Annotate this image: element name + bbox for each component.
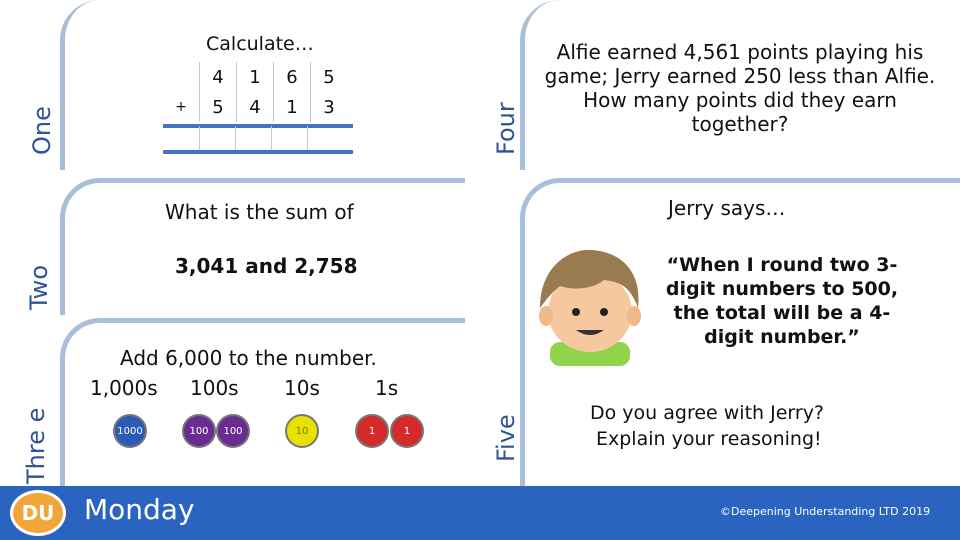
answer-line-bottom — [163, 150, 353, 154]
counter-1: 1 — [355, 414, 389, 448]
addition-grid — [163, 62, 347, 122]
header-ones: 1s — [375, 376, 399, 400]
counter-1: 1 — [390, 414, 424, 448]
counter-100: 100 — [216, 414, 250, 448]
day-label: Monday — [84, 493, 195, 526]
calculate-title: Calculate… — [206, 33, 314, 55]
digit-cell: 5 — [323, 66, 335, 88]
panel-three — [60, 318, 465, 493]
word-problem-text: Alfie earned 4,561 points playing his game; Jerry earned 250 less than Alfie. How many points did they earn together? — [544, 40, 936, 136]
answer-divider — [271, 126, 272, 150]
copyright-text: ©Deepening Understanding LTD 2019 — [720, 505, 931, 518]
tab-five: Five — [492, 414, 520, 462]
explain-prompt: Explain your reasoning! — [596, 428, 822, 450]
sum-numbers: 3,041 and 2,758 — [175, 254, 358, 278]
tab-two: Two — [25, 265, 53, 310]
counter-10: 10 — [285, 414, 319, 448]
agree-question: Do you agree with Jerry? — [590, 402, 825, 424]
digit-cell: 4 — [200, 62, 237, 92]
tab-four: Four — [492, 102, 520, 155]
sum-question: What is the sum of — [165, 200, 354, 224]
du-logo: DU — [10, 490, 66, 536]
header-hundreds: 100s — [190, 376, 239, 400]
panel-two — [60, 178, 465, 315]
digit-cell: 5 — [200, 92, 237, 122]
digit-cell: 6 — [274, 62, 311, 92]
answer-divider — [199, 126, 200, 150]
digit-cell — [163, 62, 200, 92]
digit-cell: 1 — [274, 92, 311, 122]
boy-avatar-icon — [532, 246, 648, 366]
add-instruction: Add 6,000 to the number. — [120, 346, 377, 370]
answer-line-top — [163, 124, 353, 128]
answer-divider — [235, 126, 236, 150]
digit-cell: 4 — [237, 92, 274, 122]
counter-1000: 1000 — [113, 414, 147, 448]
addition-row-bottom — [163, 92, 347, 122]
counter-100: 100 — [182, 414, 216, 448]
answer-divider — [307, 126, 308, 150]
addition-row-top — [163, 62, 347, 92]
jerry-says-title: Jerry says… — [668, 196, 786, 220]
digit-cell: 3 — [323, 96, 335, 118]
digit-cell: 1 — [237, 62, 274, 92]
tab-three: Thre e — [22, 407, 50, 484]
jerry-quote: “When I round two 3-digit numbers to 500, the total will be a 4-digit number.” — [665, 254, 899, 348]
tab-one: One — [28, 106, 56, 155]
header-tens: 10s — [284, 376, 320, 400]
header-thousands: 1,000s — [90, 376, 158, 400]
plus-sign: + — [163, 92, 200, 122]
